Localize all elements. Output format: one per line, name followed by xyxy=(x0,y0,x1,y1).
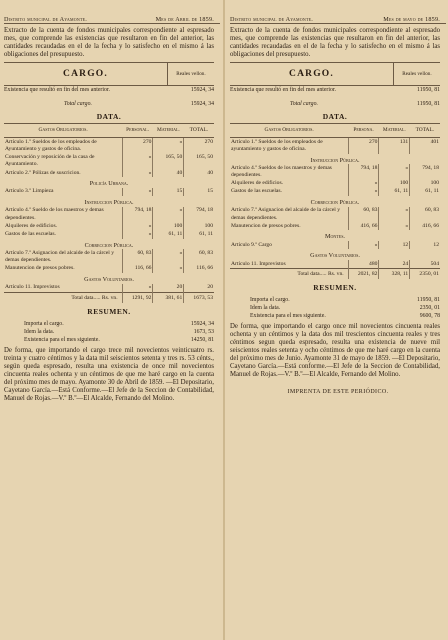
row-description: Artículo 7.º Asignacion del alcaide de la cárcel y demas dependientes. xyxy=(5,249,115,264)
right-th-total: TOTAL. xyxy=(410,124,440,138)
row-total: 116, 66 xyxy=(184,265,214,273)
row-total: 12 xyxy=(410,241,440,249)
left-cargo-line xyxy=(4,86,214,94)
row-personal: 60, 83 xyxy=(122,249,153,264)
row-description: Artículo 2.º Pólizas de suscricion. xyxy=(5,169,81,176)
row-total: 794, 18 xyxy=(410,164,440,179)
row-personal: 270 xyxy=(122,138,153,154)
row-description: Conservación y reposición de la casa de Ayuntamiento. xyxy=(5,154,95,168)
right-res-exist-value: 9600, 78 xyxy=(419,312,440,319)
row-personal: » xyxy=(122,154,153,169)
row-material: » xyxy=(153,265,184,273)
left-header-month: Mes de Abril de 1859. xyxy=(155,16,214,23)
left-table-body xyxy=(4,138,214,293)
left-section-heading: Policía Urbana. xyxy=(89,180,129,188)
right-cargo-line-label: Existencia que resultó en fin del mes anterior. xyxy=(230,87,336,93)
row-total: 794, 18 xyxy=(184,207,214,222)
right-cargo-title: CARGO. xyxy=(289,69,334,79)
right-total-cargo-value: 11950, 81 xyxy=(417,101,440,107)
row-description: Alquileres de edificios. xyxy=(5,222,58,229)
row-material: » xyxy=(379,222,410,230)
left-th-total: TOTAL. xyxy=(184,124,214,138)
right-section-heading: Montes. xyxy=(325,233,345,241)
table-row xyxy=(4,169,214,177)
row-description: Manutencion de presos pobres. xyxy=(231,222,301,229)
left-cargo-unit: Reales vellon. xyxy=(167,63,214,85)
right-total-data-label: Total data..... Rs. vn. xyxy=(230,269,348,279)
row-personal: » xyxy=(122,230,153,238)
row-personal: » xyxy=(122,169,153,177)
row-description: Artículo 11. Imprevistos xyxy=(231,260,286,267)
left-total-data-label: Total data..... Rs. vn. xyxy=(4,292,122,302)
left-cargo-line-label: Existencia que resultó en fin del mes anterior. xyxy=(4,87,110,93)
left-th-personal: Personal. xyxy=(122,124,153,138)
table-row xyxy=(4,154,214,169)
left-data-title: DATA. xyxy=(96,112,122,121)
row-total: 416, 66 xyxy=(410,222,440,230)
row-personal: » xyxy=(122,188,153,196)
left-total-cargo-label: Total cargo. xyxy=(64,101,92,107)
right-section-row xyxy=(230,154,440,165)
row-personal: 794, 18 xyxy=(122,207,153,222)
row-description: Artículo 9.º Cargo xyxy=(231,241,272,248)
right-res-data xyxy=(230,304,440,312)
right-res-data-value: 2350, 01 xyxy=(419,304,440,311)
row-total: 100 xyxy=(410,180,440,188)
left-header xyxy=(4,0,220,24)
row-total: 61, 11 xyxy=(184,230,214,238)
row-material: 61, 11 xyxy=(153,230,184,238)
table-row xyxy=(4,222,214,230)
left-total-cargo xyxy=(4,100,214,108)
left-total-data-total: 1673, 53 xyxy=(184,292,214,302)
row-material: » xyxy=(153,138,184,154)
right-total-data-row xyxy=(230,269,440,279)
row-material: 40 xyxy=(153,169,184,177)
row-description: Artículo 4.º Sueldos de los maestros y demas dependientes. xyxy=(231,164,332,179)
right-total-data-personal: 2021, 82 xyxy=(348,269,379,279)
right-intro: Extracto de la cuenta de fondos municipales correspondiente al espresado mes, que comprende las existencias que resultaron en fin del anterior, las cantidades recaudadas en el de la fecha y lo satisfecho en el mismo á las obligaciones del presupuesto. xyxy=(230,27,440,58)
row-material: » xyxy=(153,249,184,264)
row-personal: 794, 18 xyxy=(348,164,379,179)
right-res-exist xyxy=(230,312,440,320)
row-material: 131 xyxy=(379,138,410,154)
table-row xyxy=(4,249,214,264)
row-material: » xyxy=(379,164,410,179)
right-th-personal: Persona. xyxy=(348,124,379,138)
left-res-exist xyxy=(4,336,214,344)
row-total: 20 xyxy=(184,284,214,293)
left-section-row xyxy=(4,273,214,284)
left-total-data-personal: 1291, 92 xyxy=(122,292,153,302)
left-th-desc: Gastos Obligatorios. xyxy=(4,124,122,138)
row-personal: » xyxy=(348,180,379,188)
left-section-heading: Gastos Voluntarios. xyxy=(84,275,134,283)
row-material: 20 xyxy=(153,284,184,293)
table-row xyxy=(230,207,440,222)
row-description: Artículo 11. Imprevistos xyxy=(5,284,60,291)
right-total-data-total: 2350, 01 xyxy=(410,269,440,279)
right-table-body xyxy=(230,138,440,269)
row-personal: 60, 83 xyxy=(348,207,379,222)
left-total-cargo-value: 15924, 34 xyxy=(190,101,214,107)
right-cargo-line-value: 11950, 81 xyxy=(417,87,440,93)
row-total: 100 xyxy=(184,222,214,230)
left-total-data-row xyxy=(4,292,214,302)
row-personal: » xyxy=(122,222,153,230)
left-th-material: Material. xyxy=(153,124,184,138)
row-description: Artículo 1.º Sueldos de los empleados de Ayuntamiento y gastos de oficina. xyxy=(5,138,97,152)
right-cargo-unit: Reales vellon. xyxy=(393,63,440,85)
row-total: 60, 83 xyxy=(410,207,440,222)
left-res-data-value: 1673, 53 xyxy=(193,328,214,335)
right-total-cargo xyxy=(230,100,440,108)
table-row xyxy=(4,284,214,293)
row-description: Alquileres de edificios. xyxy=(231,180,284,187)
right-data-table xyxy=(230,123,440,279)
row-description: Artículo 7.º Asignacion del alcaide de la cárcel y demas dependientes. xyxy=(231,207,341,221)
row-material: » xyxy=(153,207,184,222)
right-section-heading: Instruccion Pública. xyxy=(310,156,360,164)
left-resumen xyxy=(4,320,214,344)
right-section-row xyxy=(230,230,440,241)
row-total: 401 xyxy=(410,138,440,154)
left-data-table xyxy=(4,123,214,303)
row-total: 165, 50 xyxy=(184,154,214,169)
row-personal: » xyxy=(348,188,379,196)
right-header xyxy=(230,0,446,24)
right-res-cargo xyxy=(230,296,440,304)
table-row xyxy=(230,138,440,154)
row-total: 15 xyxy=(184,188,214,196)
table-row xyxy=(230,222,440,230)
row-description: Artículo 4.º Sueldo de los maestros y demas dependientes. xyxy=(5,207,104,221)
row-total: 504 xyxy=(410,260,440,269)
row-material: 165, 50 xyxy=(153,154,184,169)
table-row xyxy=(230,260,440,269)
row-total: 60, 83 xyxy=(184,249,214,264)
row-personal: » xyxy=(122,284,153,293)
left-cargo-line-value: 15924, 34 xyxy=(190,87,214,93)
left-section-heading: Instruccion Pública. xyxy=(84,199,134,207)
table-row xyxy=(230,188,440,196)
right-total-cargo-label: Total cargo. xyxy=(290,101,318,107)
table-row xyxy=(4,138,214,154)
row-total: 61, 11 xyxy=(410,188,440,196)
row-personal: » xyxy=(348,241,379,249)
left-res-cargo-label: Importa el cargo. xyxy=(24,320,64,327)
table-row xyxy=(4,188,214,196)
row-personal: 480 xyxy=(348,260,379,269)
right-res-data-label: Idem la data. xyxy=(250,304,281,311)
table-row xyxy=(230,241,440,249)
right-section-row xyxy=(230,249,440,260)
left-res-cargo-value: 15924, 34 xyxy=(190,320,214,327)
right-section-heading: Gastos Voluntarios. xyxy=(310,252,360,260)
right-res-cargo-label: Importa el cargo. xyxy=(250,296,290,303)
row-description: Manutencion de presos pobres. xyxy=(5,265,75,272)
row-total: 40 xyxy=(184,169,214,177)
left-res-cargo xyxy=(4,320,214,328)
row-material: 12 xyxy=(379,241,410,249)
row-description: Artículo 3.º Limpieza xyxy=(5,188,54,195)
right-resumen-title: RESUMEN. xyxy=(313,282,357,292)
left-section-row xyxy=(4,196,214,207)
row-material: 100 xyxy=(379,180,410,188)
right-closing: De forma, que importando el cargo once mil novecientos cincuenta reales ochenta y un céntimos y la data dos mil trescientos cincuenta reales y tres céntimos segun queda espresado, resulta una existencia de nueve mil seiscientos reales setenta y ocho céntimos de que me haré cargo en la cuenta del próximo mes de Junio. Ayamonte 31 de mayo de 1859. —El Depositario, Cayetano García.—Está conforme.—El Jefe de la Seccion de Contabilidad, Manuel de Rojas.—V.º B.º—El Alcalde, Fernando del Molino. xyxy=(230,322,440,378)
left-res-exist-label: Existencia para el mes siguiente. xyxy=(24,336,100,343)
left-res-data xyxy=(4,328,214,336)
row-description: Gastos de las escuelas. xyxy=(5,230,56,237)
right-cargo-header xyxy=(230,62,440,86)
row-material: » xyxy=(379,207,410,222)
right-column xyxy=(230,0,446,640)
row-material: 24 xyxy=(379,260,410,269)
page-fold xyxy=(223,0,225,640)
row-personal: 270 xyxy=(348,138,379,154)
table-row xyxy=(4,230,214,238)
left-res-exist-value: 14250, 81 xyxy=(190,336,214,343)
left-resumen-title: RESUMEN. xyxy=(87,306,131,316)
table-row xyxy=(4,207,214,222)
table-row xyxy=(230,180,440,188)
right-cargo-line xyxy=(230,86,440,94)
right-resumen xyxy=(230,296,440,320)
left-section-row xyxy=(4,177,214,188)
left-section-row xyxy=(4,239,214,250)
right-th-material: Material. xyxy=(379,124,410,138)
left-column xyxy=(4,0,220,640)
left-cargo-title: CARGO. xyxy=(63,69,108,79)
left-intro: Extracto de la cuenta de fondos municipales correspondiente al espresado mes, que comprende las existencias que resultaron en fin del anterior, las cantidades recaudadas en el de la fecha y lo satisfecho en el mismo á las obligaciones del presupuesto. xyxy=(4,27,214,58)
left-total-data-material: 381, 61 xyxy=(153,292,184,302)
right-th-desc: Gastos Obligatorios. xyxy=(230,124,348,138)
left-cargo-header xyxy=(4,62,214,86)
left-res-data-label: Idem la data. xyxy=(24,328,55,335)
row-material: 100 xyxy=(153,222,184,230)
right-total-data-material: 328, 11 xyxy=(379,269,410,279)
table-row xyxy=(230,164,440,179)
right-res-cargo-value: 11950, 81 xyxy=(417,296,440,303)
left-section-heading: Correccion Pública. xyxy=(84,241,134,249)
right-header-district: Distrito municipal de Ayamonte. xyxy=(230,16,313,23)
right-res-exist-label: Existencia para el mes siguiente. xyxy=(250,312,326,319)
table-row xyxy=(4,265,214,273)
right-imprenta: IMPRENTA DE ESTE PERIÓDICO. xyxy=(287,388,389,395)
row-personal: 116, 66 xyxy=(122,265,153,273)
row-material: 15 xyxy=(153,188,184,196)
right-section-row xyxy=(230,196,440,207)
row-description: Artículo 1.º Sueldos de los empleados de ayuntamiento y gastos de oficina. xyxy=(231,138,323,152)
right-data-title: DATA. xyxy=(322,112,348,121)
right-section-heading: Correccion Pública. xyxy=(310,199,360,207)
row-total: 270 xyxy=(184,138,214,154)
left-closing: De forma, que importando el cargo trece mil novecientos veinticuatro rs. treinta y cuatro céntimos y la data mil seiscientos setenta y tres rs. 53 cénts., según queda espresado, resulta una existencia de once mil novecientos cincuenta reales ochenta y un céntimos de que me haré cargo en la cuenta del próximo mes de mayo. Ayamonte 30 de Abril de 1859. —El Depositario, Cayetano García.—Está Conforme.—El Jefe de la Seccion de Contabilidad, Manuel de Rojas.—V.º B.º—El Alcalde, Fernando del Molino. xyxy=(4,346,214,402)
row-personal: 416, 66 xyxy=(348,222,379,230)
left-header-district: Distrito municipal de Ayamonte. xyxy=(4,16,87,23)
row-description: Gastos de las escuelas. xyxy=(231,188,282,195)
row-material: 61, 11 xyxy=(379,188,410,196)
right-header-month: Mes de mayo de 1859. xyxy=(383,16,440,23)
